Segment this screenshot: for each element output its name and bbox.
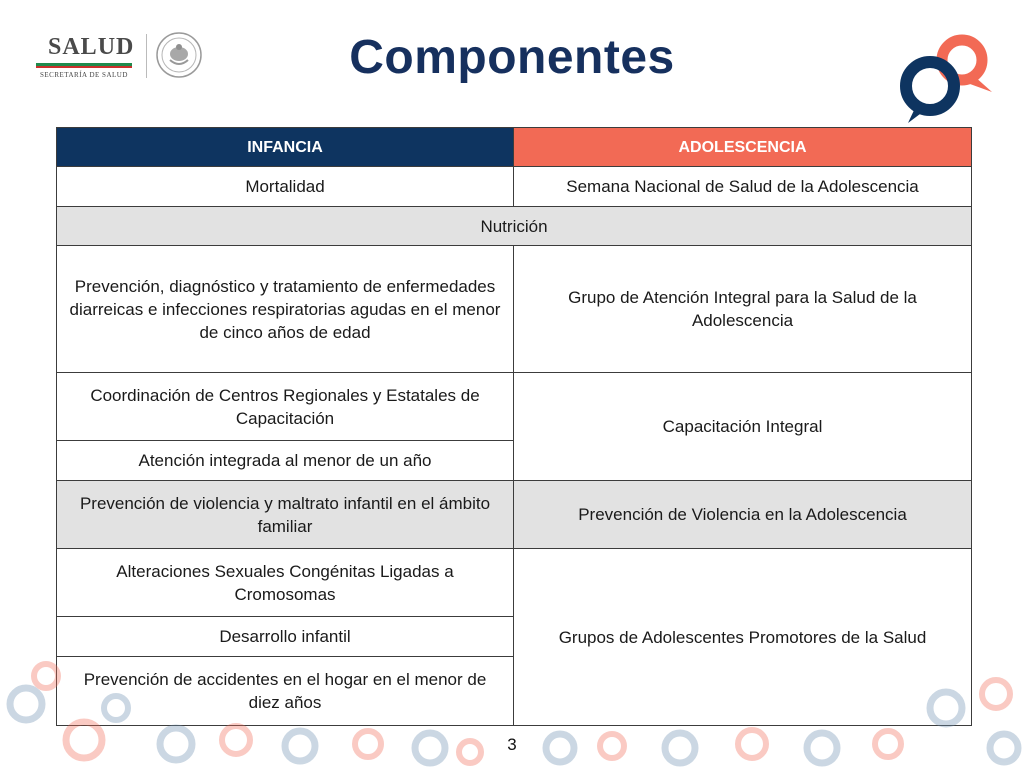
page-number: 3 — [507, 735, 517, 754]
table-cell: Semana Nacional de Salud de la Adolescencia — [514, 167, 972, 207]
table-cell: Prevención de accidentes en el hogar en el menor de diez años — [57, 657, 514, 726]
salud-logo-subtitle: SECRETARÍA DE SALUD — [40, 71, 128, 79]
table-row — [57, 167, 972, 207]
table-cell: Prevención, diagnóstico y tratamiento de enfermedades diarreicas e infecciones respiratorias agudas en el menor de cinco años de edad — [57, 246, 514, 373]
table-cell: Prevención de violencia y maltrato infantil en el ámbito familiar — [57, 481, 514, 549]
table-cell-merged: Grupos de Adolescentes Promotores de la Salud — [514, 549, 972, 726]
table-cell: Grupo de Atención Integral para la Salud de la Adolescencia — [514, 246, 972, 373]
table-cell: Coordinación de Centros Regionales y Estatales de Capacitación — [57, 373, 514, 441]
header-infancia: INFANCIA — [57, 128, 514, 167]
table-cell: Prevención de Violencia en la Adolescencia — [514, 481, 972, 549]
table-row — [57, 373, 972, 441]
table-row — [57, 207, 972, 246]
table-row — [57, 246, 972, 373]
speech-rings-icon — [894, 28, 998, 124]
table-cell: Alteraciones Sexuales Congénitas Ligadas a Cromosomas — [57, 549, 514, 617]
table-cell: Desarrollo infantil — [57, 617, 514, 657]
salud-logo-word: SALUD — [48, 34, 135, 60]
table-cell: Atención integrada al menor de un año — [57, 441, 514, 481]
table-header-row — [57, 128, 972, 167]
header-adolescencia: ADOLESCENCIA — [514, 128, 972, 167]
table-cell-merged: Nutrición — [57, 207, 972, 246]
page-title: Componentes — [349, 31, 675, 84]
table-cell-merged: Capacitación Integral — [514, 373, 972, 481]
table-row — [57, 481, 972, 549]
table-row — [57, 549, 972, 617]
components-table — [56, 127, 972, 726]
table-cell: Mortalidad — [57, 167, 514, 207]
